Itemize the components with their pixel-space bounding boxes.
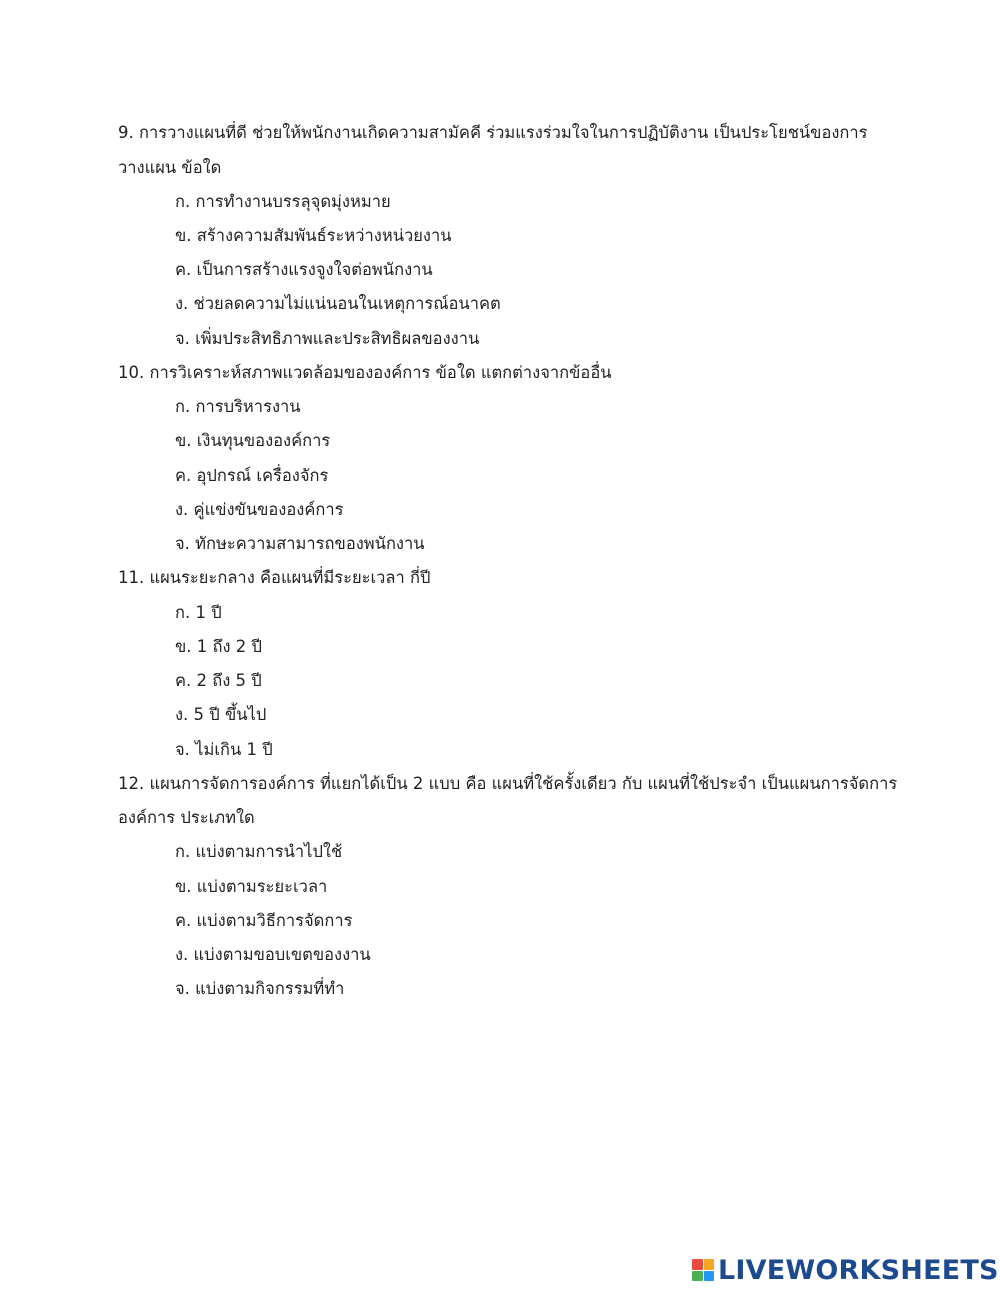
option[interactable]: ก. แบ่งตามการนำไปใช้ xyxy=(175,842,343,861)
question-text: 10. การวิเคราะห์สภาพแวดล้อมขององค์การ ข้อใด แตกต่างจากข้ออื่น xyxy=(118,363,612,382)
option[interactable]: จ. เพิ่มประสิทธิภาพและประสิทธิผลของงาน xyxy=(175,329,480,348)
liveworksheets-logo[interactable] xyxy=(692,1253,999,1287)
question-text: วางแผน ข้อใด xyxy=(118,158,222,177)
option[interactable]: ง. คู่แข่งขันขององค์การ xyxy=(175,500,344,519)
option[interactable]: ง. 5 ปี ขึ้นไป xyxy=(175,705,267,724)
option[interactable]: จ. แบ่งตามกิจกรรมที่ทำ xyxy=(175,979,345,998)
logo-square-e xyxy=(704,1271,715,1282)
option[interactable]: ง. ช่วยลดความไม่แน่นอนในเหตุการณ์อนาคต xyxy=(175,294,501,313)
option[interactable]: ข. 1 ถึง 2 ปี xyxy=(175,637,263,656)
logo-square-i xyxy=(704,1259,715,1270)
question-text: องค์การ ประเภทใด xyxy=(118,808,255,827)
option[interactable]: จ. ไม่เกิน 1 ปี xyxy=(175,740,273,759)
option[interactable]: ค. แบ่งตามวิธีการจัดการ xyxy=(175,911,353,930)
logo-square-l xyxy=(692,1259,703,1270)
option[interactable]: ง. แบ่งตามขอบเขตของงาน xyxy=(175,945,371,964)
option[interactable]: ข. เงินทุนขององค์การ xyxy=(175,431,331,450)
option[interactable]: ก. 1 ปี xyxy=(175,603,222,622)
option[interactable]: ค. 2 ถึง 5 ปี xyxy=(175,671,262,690)
question-text: 9. การวางแผนที่ดี ช่วยให้พนักงานเกิดความสามัคคี ร่วมแรงร่วมใจในการปฏิบัติงาน เป็นประโยชน์ของการ xyxy=(118,123,868,142)
question-text: 12. แผนการจัดการองค์การ ที่แยกได้เป็น 2 แบบ คือ แผนที่ใช้ครั้งเดียว กับ แผนที่ใช้ประจำ เป็นแผนการจัดการ xyxy=(118,774,898,793)
logo-text: LIVEWORKSHEETS xyxy=(718,1254,999,1286)
option[interactable]: ข. สร้างความสัมพันธ์ระหว่างหน่วยงาน xyxy=(175,226,452,245)
question-text: 11. แผนระยะกลาง คือแผนที่มีระยะเวลา กี่ปี xyxy=(118,568,431,587)
option[interactable]: ก. การทำงานบรรลุจุดมุ่งหมาย xyxy=(175,192,391,211)
logo-square-v xyxy=(692,1271,703,1282)
liveworksheets-logo-icon xyxy=(692,1259,714,1281)
option[interactable]: ค. เป็นการสร้างแรงจูงใจต่อพนักงาน xyxy=(175,260,433,279)
option[interactable]: ก. การบริหารงาน xyxy=(175,397,301,416)
option[interactable]: ข. แบ่งตามระยะเวลา xyxy=(175,877,328,896)
option[interactable]: ค. อุปกรณ์ เครื่องจักร xyxy=(175,466,329,485)
option[interactable]: จ. ทักษะความสามารถของพนักงาน xyxy=(175,534,425,553)
